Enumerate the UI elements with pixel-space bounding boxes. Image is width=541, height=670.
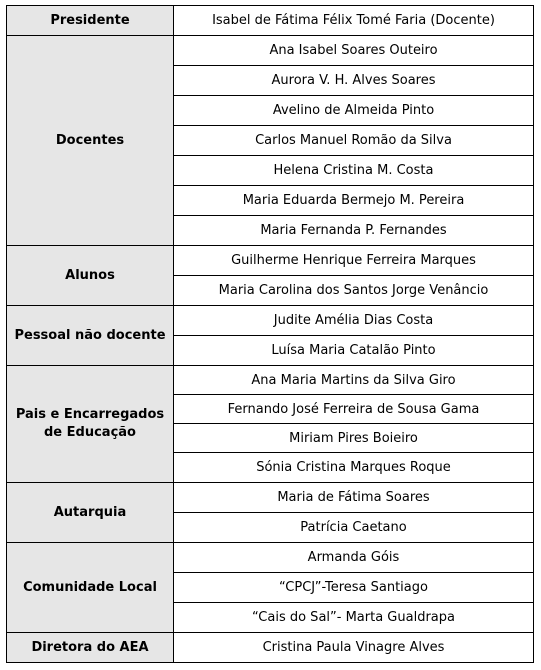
member-name: Guilherme Henrique Ferreira Marques <box>174 246 534 276</box>
member-name: Carlos Manuel Romão da Silva <box>174 126 534 156</box>
member-name: Ana Isabel Soares Outeiro <box>174 36 534 66</box>
member-name: Avelino de Almeida Pinto <box>174 96 534 126</box>
member-name: Maria Eduarda Bermejo M. Pereira <box>174 186 534 216</box>
group-label-diretora: Diretora do AEA <box>7 633 174 663</box>
member-name: Luísa Maria Catalão Pinto <box>174 336 534 366</box>
member-name: Judite Amélia Dias Costa <box>174 306 534 336</box>
member-name: Miriam Pires Boieiro <box>174 424 534 453</box>
table-row <box>7 366 534 395</box>
member-name: Aurora V. H. Alves Soares <box>174 66 534 96</box>
table-row <box>7 246 534 276</box>
member-name: Ana Maria Martins da Silva Giro <box>174 366 534 395</box>
table-row <box>7 6 534 36</box>
group-label-alunos: Alunos <box>7 246 174 306</box>
member-name: Isabel de Fátima Félix Tomé Faria (Docente) <box>174 6 534 36</box>
table-row <box>7 483 534 513</box>
group-label-docentes: Docentes <box>7 36 174 246</box>
group-label-text: Pais e Encarregados de Educação <box>15 407 165 440</box>
council-table-container <box>6 5 534 663</box>
member-name: Maria Carolina dos Santos Jorge Venâncio <box>174 276 534 306</box>
member-name: Sónia Cristina Marques Roque <box>174 453 534 483</box>
group-label-comunidade-local: Comunidade Local <box>7 543 174 633</box>
table-row <box>7 633 534 663</box>
group-label-pais-encarregados <box>7 366 174 483</box>
group-label-presidente: Presidente <box>7 6 174 36</box>
member-name: Maria de Fátima Soares <box>174 483 534 513</box>
council-members-table <box>6 5 534 663</box>
member-name: Fernando José Ferreira de Sousa Gama <box>174 395 534 424</box>
group-label-pessoal-nao-docente: Pessoal não docente <box>7 306 174 366</box>
member-name: “Cais do Sal”- Marta Gualdrapa <box>174 603 534 633</box>
member-name: Maria Fernanda P. Fernandes <box>174 216 534 246</box>
table-row <box>7 306 534 336</box>
group-label-autarquia: Autarquia <box>7 483 174 543</box>
table-row <box>7 543 534 573</box>
member-name: Helena Cristina M. Costa <box>174 156 534 186</box>
member-name: Cristina Paula Vinagre Alves <box>174 633 534 663</box>
table-row <box>7 36 534 66</box>
member-name: Patrícia Caetano <box>174 513 534 543</box>
member-name: “CPCJ”-Teresa Santiago <box>174 573 534 603</box>
member-name: Armanda Góis <box>174 543 534 573</box>
